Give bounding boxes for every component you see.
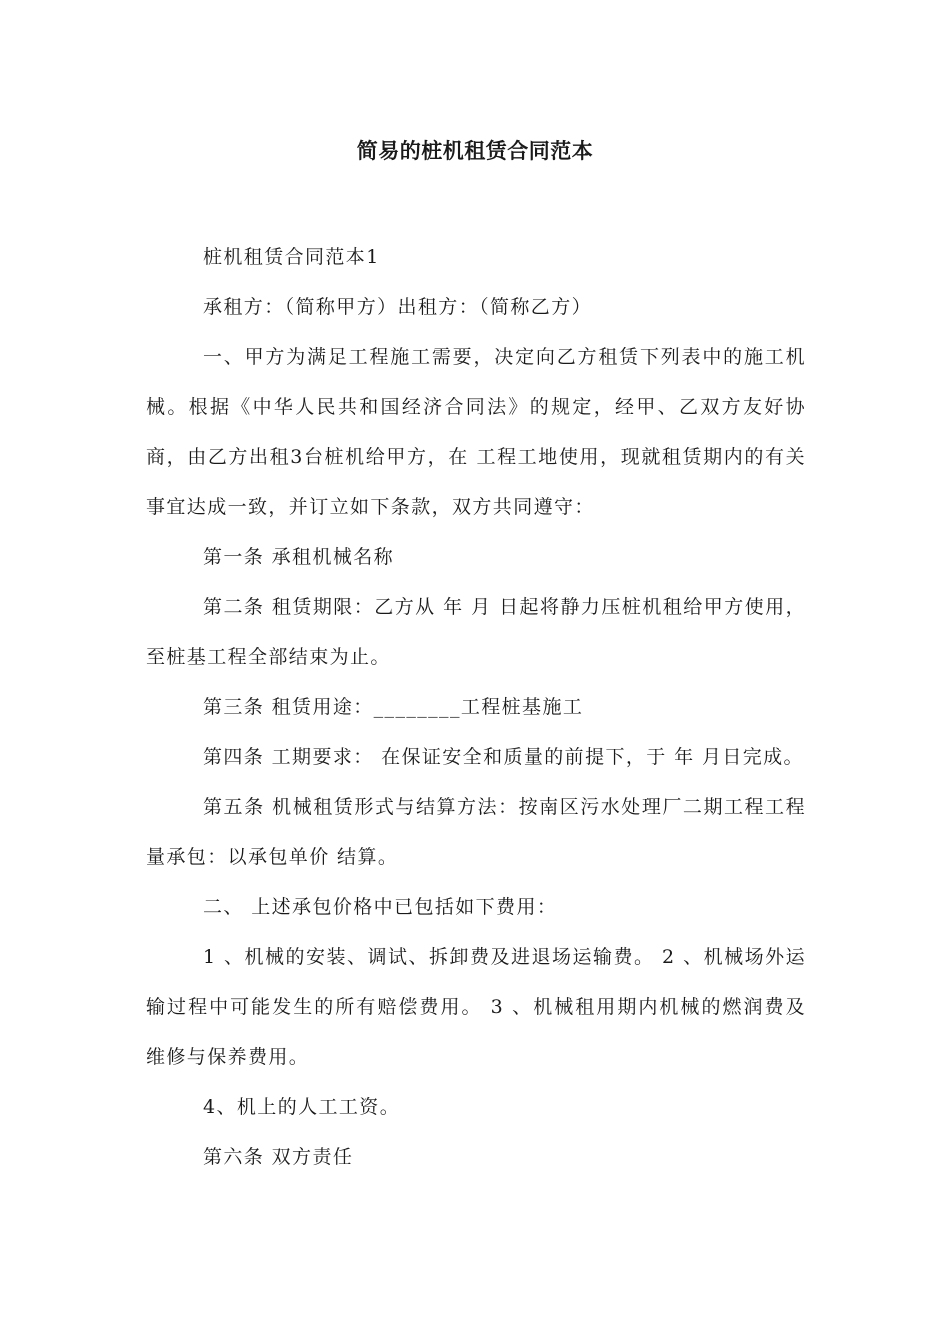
- paragraph-section-one: 一、甲方为满足工程施工需要，决定向乙方租赁下列表中的施工机械。根据《中华人民共和国经济合同法》的规定，经甲、乙双方友好协商，由乙方出租3台桩机给甲方，在 工程工地使用，现就租赁期内的有关事宜达成一致，并订立如下条款，双方共同遵守：: [146, 346, 806, 518]
- document-title: 简易的桩机租赁合同范本: [356, 139, 594, 163]
- paragraph-article-3: 第三条 租赁用途：________工程桩基施工: [203, 696, 584, 718]
- paragraph-fee-items: 1 、机械的安装、调试、拆卸费及进退场运输费。 2 、机械场外运输过程中可能发生的所有赔偿费用。 3 、机械租用期内机械的燃润费及维修与保养费用。: [146, 946, 806, 1068]
- paragraph-parties: 承租方：（简称甲方）出租方：（简称乙方）: [203, 296, 593, 318]
- paragraph-article-2: 第二条 租赁期限：乙方从 年 月 日起将静力压桩机租给甲方使用，至桩基工程全部结束为止。: [146, 596, 806, 668]
- paragraph-fee-item-4: 4、机上的人工工资。: [203, 1096, 401, 1118]
- paragraph-article-4: 第四条 工期要求： 在保证安全和质量的前提下，于 年 月日完成。: [203, 746, 804, 768]
- paragraph-article-6: 第六条 双方责任: [203, 1146, 354, 1168]
- paragraph-section-two: 二、 上述承包价格中已包括如下费用：: [203, 896, 558, 918]
- paragraph-template-heading: 桩机租赁合同范本1: [203, 246, 380, 268]
- document-body: [146, 232, 806, 1182]
- paragraph-article-1: 第一条 承租机械名称: [203, 546, 395, 568]
- paragraph-article-5: 第五条 机械租赁形式与结算方法：按南区污水处理厂二期工程工程量承包：以承包单价 结算。: [146, 796, 806, 868]
